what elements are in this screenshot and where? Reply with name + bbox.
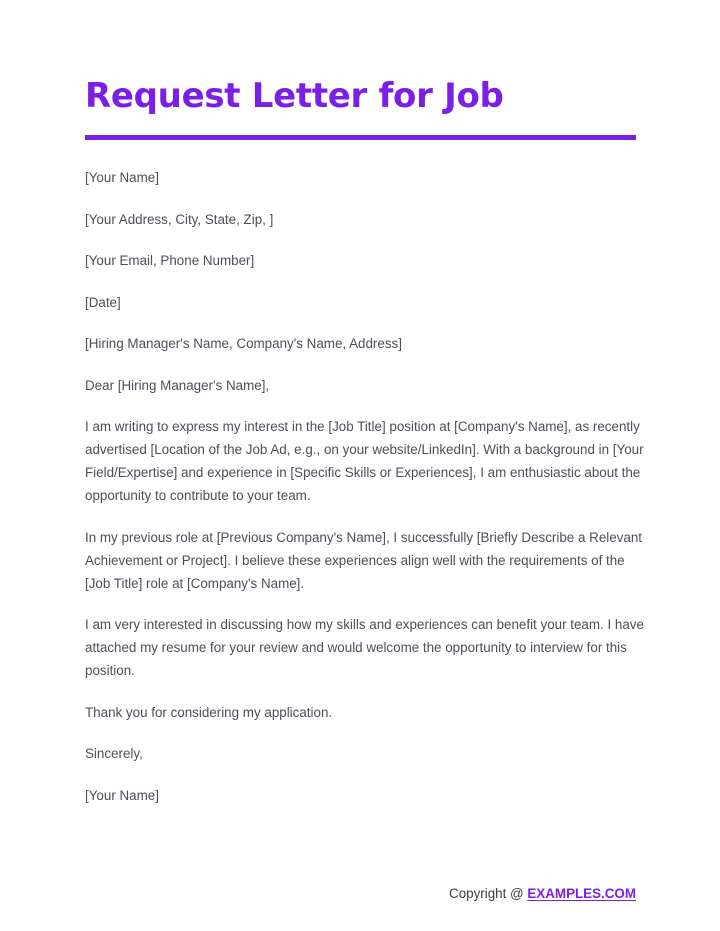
signature-name: [Your Name] [85,787,159,803]
sign-off: Sincerely, [85,746,143,761]
page-title: Request Letter for Job [85,76,504,116]
body-paragraph-experience: In my previous role at [Previous Company's Name], I successfully [Briefly Describe a Relevant Achievement or Project]. I believe these experiences align well with the requirements of the [Job Title] role at [Company's Name]. [85,529,642,591]
copyright-text: Copyright @ [449,886,528,901]
recipient-details: [Hiring Manager's Name, Company's Name, Address] [85,336,402,351]
sender-address: [Your Address, City, State, Zip, ] [85,211,274,227]
examples-link[interactable]: EXAMPLES.COM [527,886,636,901]
letter-date: [Date] [85,294,121,310]
copyright-footer [449,884,636,904]
sender-name: [Your Name] [85,170,159,185]
salutation: Dear [Hiring Manager's Name], [85,377,270,393]
body-paragraph-intro: I am writing to express my interest in the [Job Title] position at [Company's Name], as recently advertised [Location of the Job Ad, e.g., on your website/LinkedIn]. With a background in [Your Field/Expertise] and experience in [Specific Skills or Experiences], I am enthusiastic about the opportunity to contribute to your team. [85,419,644,503]
closing-thanks: Thank you for considering my application. [85,704,333,720]
title-divider [85,135,636,140]
sender-contact: [Your Email, Phone Number] [85,253,255,268]
letter-body [85,166,645,825]
body-paragraph-request: I am very interested in discussing how my skills and experiences can benefit your team. I have attached my resume for your review and would welcome the opportunity to interview for this position. [85,617,644,678]
